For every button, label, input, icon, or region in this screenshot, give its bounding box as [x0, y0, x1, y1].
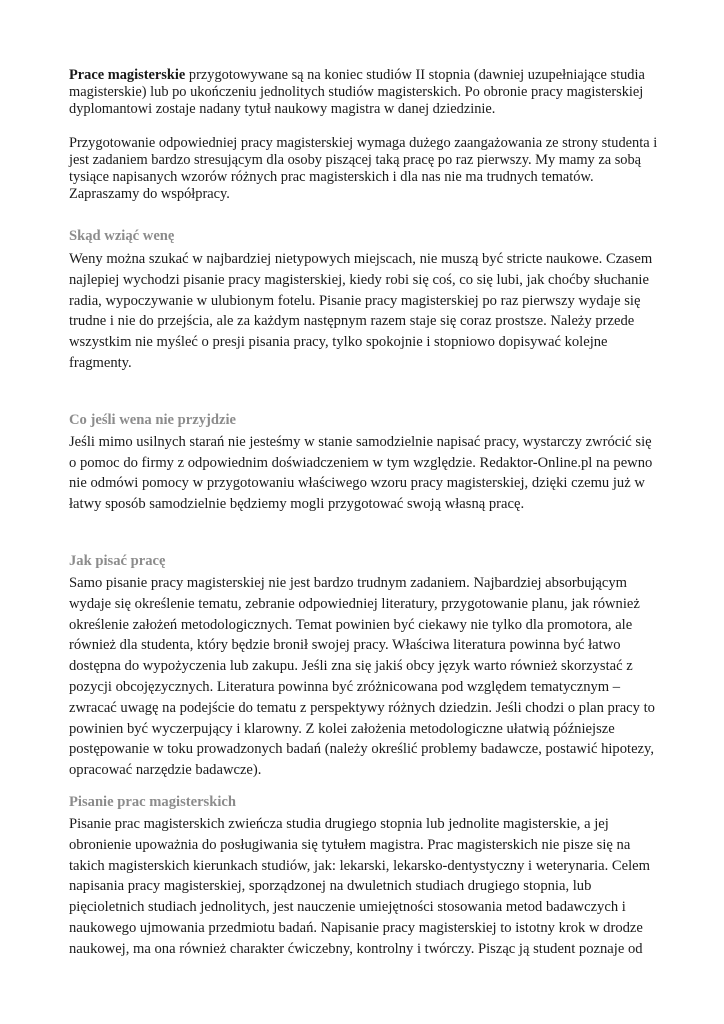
- section-text: Pisanie prac magisterskich zwieńcza studia drugiego stopnia lub jednolite magisterskie, a jej obronienie upoważnia do posługiwania się tytułem magistra. Prac magisterskich nie pisze się na takich magisterskich kierunkach studiów, jak: lekarski, lekarsko-dentystyczny i weterynaria. Celem napisania pracy magisterskiej, sporządzonej na dwuletnich studiach drugiego stopnia, lub pięcioletnich studiach jednolitych, jest nauczenie umiejętności stosowania metod badawczych i naukowego ujmowania przedmiotu badań. Napisanie pracy magisterskiej to istotny krok w drodze naukowej, ma ona również charakter ćwiczebny, kontrolny i twórczy. Pisząc ją student poznaje od: [69, 815, 650, 957]
- section-heading: Co jeśli wena nie przyjdzie: [69, 411, 236, 428]
- section-text: Weny można szukać w najbardziej nietypowych miejscach, nie muszą być stricte naukowe. Czasem najlepiej wychodzi pisanie pracy magisterskiej, kiedy robi się coś, co się lubi, jak choćby słuchanie radia, wypoczywanie w ulubionym fotelu. Pisanie pracy magisterskiej po raz pierwszy wydaje się trudne i nie do przejścia, ale za każdym następnym razem staje się coraz prostsze. Należy przede wszystkim nie myśleć o presji pisania pracy, tylko spokojnie i stopniowo dopisywać kolejne fragmenty.: [69, 251, 653, 371]
- section-pisanie-prac-magisterskich: [69, 792, 659, 960]
- section-heading: Skąd wziąć wenę: [69, 228, 175, 244]
- intro-bold-lead: Prace magisterskie: [69, 67, 186, 83]
- section-co-jesli-wena-nie-przyjdzie: [69, 410, 659, 515]
- intro-paragraph-1: [69, 67, 659, 118]
- section-text: Samo pisanie pracy magisterskiej nie jest bardzo trudnym zadaniem. Najbardziej absorbującym wydaje się określenie tematu, zebranie odpowiedniej literatury, przygotowanie planu, jak również określenie założeń metodologicznych. Temat powinien być ciekawy nie tylko dla promotora, ale również dla studenta, który będzie bronił swojej pracy. Właściwa literatura powinna być łatwo dostępna do wypożyczenia lub zakupu. Jeśli zna się jakiś obcy język warto również skorzystać z pozycji obcojęzycznych. Literatura powinna być zróżnicowana pod względem tematycznym – zwracać uwagę na podejście do tematu z perspektywy różnych dziedzin. Jeśli chodzi o plan pracy to powinien być wyczerpujący i klarowny. Z kolei założenia metodologiczne ułatwią późniejsze postępowanie w toku prowadzonych badań (należy określić problemy badawcze, postawić hipotezy, opracować narzędzie badawcze).: [69, 574, 655, 779]
- section-skad-wziac-wene: [69, 226, 659, 374]
- section-text: Jeśli mimo usilnych starań nie jesteśmy w stanie samodzielnie napisać pracy, wystarczy zwrócić się o pomoc do firmy z odpowiednim doświadczeniem w tym względzie. Redaktor-Online.pl na pewno nie odmówi pomocy w przygotowaniu właściwego wzoru pracy magisterskiej, dzięki czemu już w łatwy sposób samodzielnie będziemy mogli przygotować swoją własną pracę.: [69, 433, 653, 513]
- intro-paragraph-1-text: przygotowywane są na koniec studiów II stopnia (dawniej uzupełniające studia magisterskie) lub po ukończeniu jednolitych studiów magisterskich. Po obronie pracy magisterskiej dyplomantowi zostaje nadany tytuł naukowy magistra w danej dziedzinie.: [69, 67, 645, 117]
- section-heading: Jak pisać pracę: [69, 552, 166, 569]
- document-page: [69, 67, 659, 960]
- section-jak-pisac-prace: [69, 551, 659, 781]
- intro: [69, 67, 659, 203]
- section-heading: Pisanie prac magisterskich: [69, 793, 237, 810]
- intro-paragraph-2: Przygotowanie odpowiedniej pracy magisterskiej wymaga dużego zaangażowania ze strony studenta i jest zadaniem bardzo stresującym dla osoby piszącej taką pracę po raz pierwszy. My mamy za sobą tysiące napisanych wzorów różnych prac magisterskich i dla nas nie ma trudnych tematów. Zapraszamy do współpracy.: [69, 135, 658, 202]
